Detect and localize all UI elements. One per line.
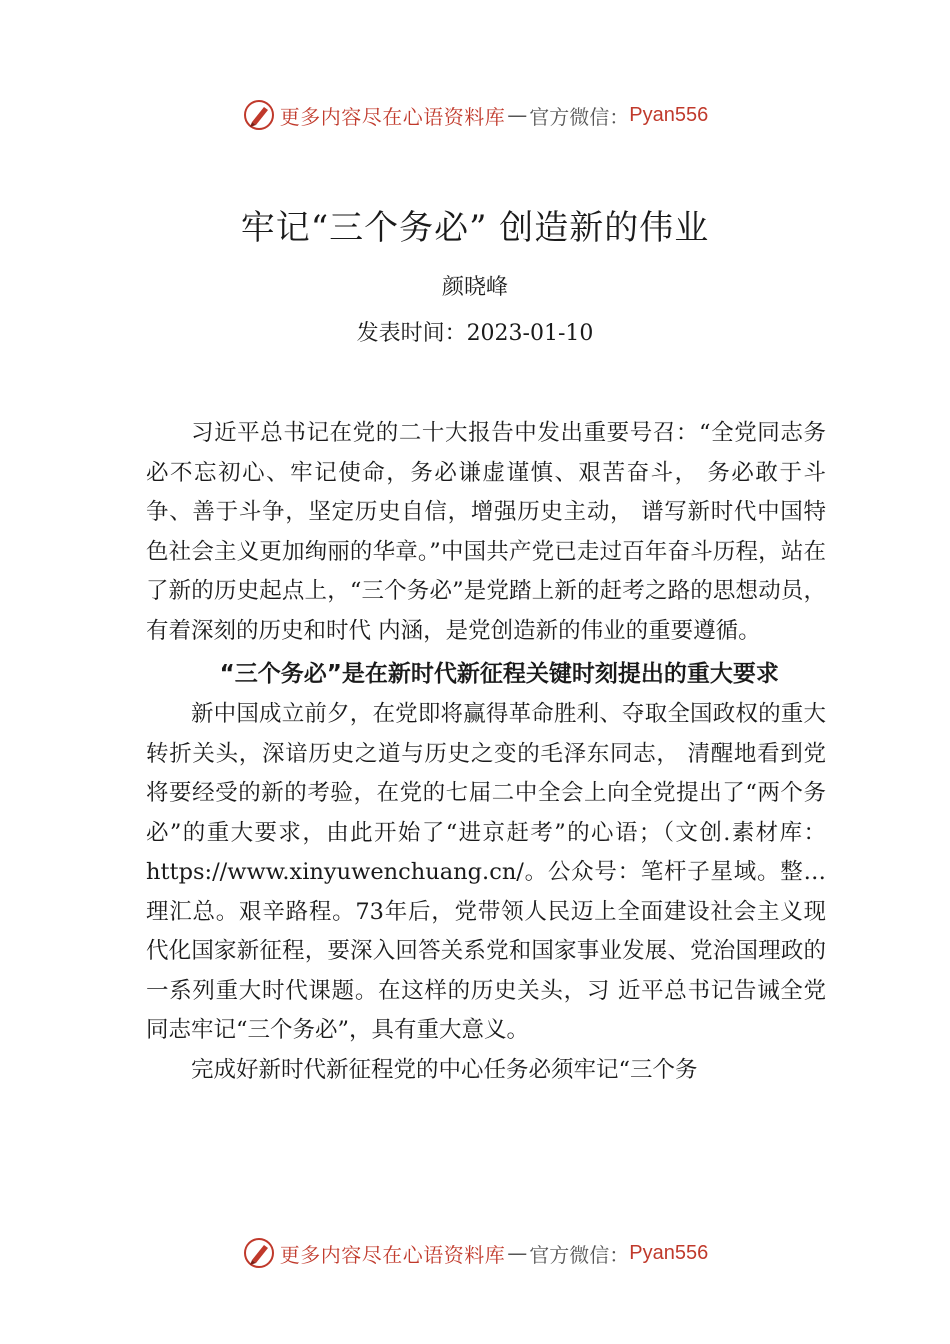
banner-wechat-label: 官方微信： [529,1242,630,1267]
banner-dash: — [507,1241,528,1265]
intro-paragraph: 习近平总书记在党的二十大报告中发出重要号召：“全党同志务必不忘初心、牢记使命，务必谦虚谨慎、艰苦奋斗， 务必敢于斗争、善于斗争，坚定历史自信，增强历史主动， 谱写新时代中国特色社会主义更加绚丽的华章。”中国共产党已走过百年奋斗历程，站在了新的历史起点上，“三个务必”是党踏上新的赶考之路的思想动员，有着深刻的历史和时代 内涵，是党创造新的伟业的重要遵循。 [146,420,826,644]
article-author: 颜晓峰 [441,275,508,300]
pen-logo-icon [242,1236,276,1270]
banner-wechat-id: Pyan556 [629,1241,709,1264]
banner-wechat-id: Pyan556 [629,103,709,126]
footer-watermark-banner [0,1233,950,1273]
section-paragraph: 完成好新时代新征程党的中心任务必须牢记“三个务 [191,1056,698,1083]
pen-logo-icon [242,98,276,132]
banner-site-name: 更多内容尽在心语资料库 [279,1242,506,1267]
section-heading: “三个务必”是在新时代新征程关键时刻提出的重大要求 [219,661,779,687]
article-body [146,414,826,1090]
article-title: 牢记“三个务必” 创造新的伟业 [240,208,710,248]
banner-site-name: 更多内容尽在心语资料库 [279,104,506,129]
header-watermark-banner [0,95,950,135]
banner-dash: — [507,103,528,127]
section-paragraph: 新中国成立前夕，在党即将赢得革命胜利、夺取全国政权的重大转折关头，深谙历史之道与历史之变的毛泽东同志， 清醒地看到党将要经受的新的考验，在党的七届二中全会上向全党提出了“两个务必”的重大要求，由此开始了“进京赶考”的心语；（文创.素材库：https://www.xinyuwenchuang.cn/。公众号：笔杆子星域。整…理汇总。艰辛路程。73年后，党带领人民迈上全面建设社会主义现代化国家新征程，要深入回答关系党和国家事业发展、党治国理政的一系列重大时代课题。在这样的历史关头，习 近平总书记告诫全党同志牢记“三个务必”，具有重大意义。 [146,701,826,1043]
article-date: 发表时间：2023-01-10 [356,321,594,346]
banner-wechat-label: 官方微信： [529,104,630,129]
